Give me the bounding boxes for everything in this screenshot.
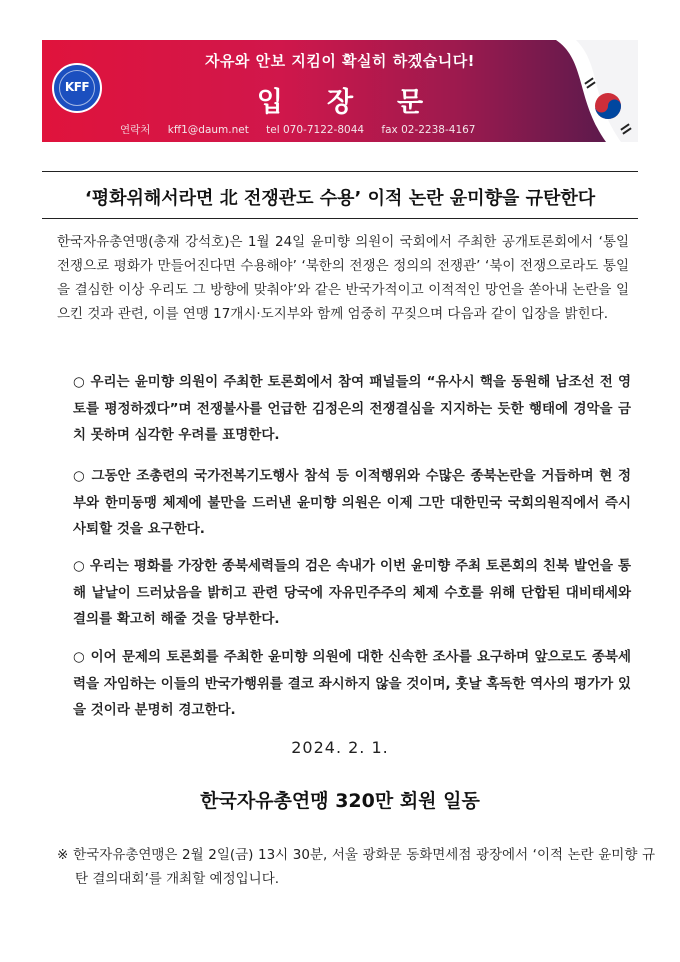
title-char: 문 [397, 87, 424, 118]
intro-paragraph: 한국자유총연맹(총재 강석호)은 1월 24일 윤미향 의원이 국회에서 주최한 공개토론회에서 ‘통일전쟁으로 평화가 만들어진다면 수용해야’ ‘북한의 전쟁은 정의의 전쟁관’ ‘북이 전쟁으로라도 통일을 결심한 이상 우리도 그 방향에 맞춰야’와 같은 반국가적이고 이적적인 망언을 쏟아내 논란을 일으킨 것과 관련, 이를 연맹 17개시·도지부와 함께 엄중히 꾸짖으며 다음과 같이 입장을 밝힌다. [57, 234, 629, 322]
korean-flag-icon [546, 40, 638, 142]
headline-rule-top [42, 171, 638, 172]
contact-tel: tel 070-7122-8044 [266, 124, 365, 136]
header-banner [42, 40, 638, 142]
contact-fax: fax 02-2238-4167 [381, 124, 476, 136]
statement-point: ○ 우리는 평화를 가장한 종북세력들의 검은 속내가 이번 윤미향 주최 토론회의 친북 발언을 통해 낱낱이 드러났음을 밝히고 관련 당국에 자유민주주의 체제 수호를 위해 단합된 대비태세와 결의를 확고히 해줄 것을 당부한다. [73, 558, 631, 627]
contact-label: 연락처 [120, 124, 151, 136]
contact-line [120, 122, 490, 137]
slogan: 자유와 안보 지킴이 확실히 하겠습니다! [204, 52, 476, 70]
statement-point: ○ 그동안 조총련의 국가전복기도행사 참석 등 이적행위와 수많은 종북논란을 거듭하며 현 정부와 한미동맹 체제에 불만을 드러낸 윤미향 의원은 이제 그만 대한민국 국회의원직에서 즉시 사퇴할 것을 요구한다. [73, 468, 631, 537]
statement-point: ○ 이어 문제의 토론회를 주최한 윤미향 의원에 대한 신속한 조사를 요구하며 앞으로도 종북세력을 자임하는 이들의 반국가행위를 결코 좌시하지 않을 것이며, 훗날 혹독한 역사의 평가가 있을 것이라 분명히 경고한다. [73, 649, 631, 718]
contact-email: kff1@daum.net [167, 124, 249, 136]
event-note: ※ 한국자유총연맹은 2월 2일(금) 13시 30분, 서울 광화문 동화면세점 광장에서 ‘이적 논란 윤미향 규탄 결의대회’를 개최할 예정입니다. [57, 847, 655, 887]
headline: ‘평화위해서라면 北 전쟁관도 수용’ 이적 논란 윤미향을 규탄한다 [84, 188, 596, 209]
closing-signature: 한국자유총연맹 320만 회원 일동 [200, 790, 480, 812]
statement-point: ○ 우리는 윤미향 의원이 주최한 토론회에서 참여 패널들의 “유사시 핵을 동원해 남조선 전 영토를 평정하겠다”며 전쟁불사를 언급한 김정은의 전쟁결심을 지지하는 듯한 행태에 경악을 금치 못하며 심각한 우려를 표명한다. [73, 374, 631, 443]
headline-rule-bottom [42, 218, 638, 219]
logo-text: KFF [64, 80, 90, 94]
title-char: 장 [326, 87, 354, 118]
title-char: 입 [256, 87, 283, 118]
document-date: 2024. 2. 1. [291, 738, 389, 757]
